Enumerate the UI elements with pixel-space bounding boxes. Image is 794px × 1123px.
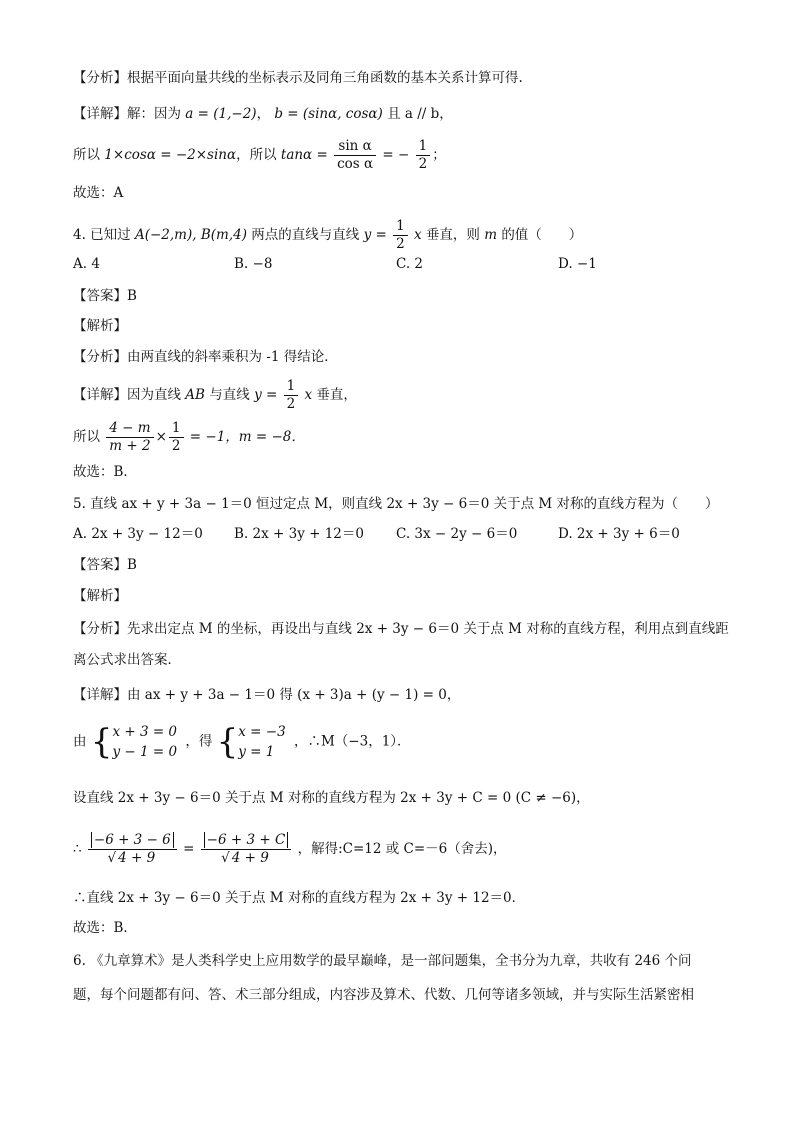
- q3-detail-line: 【详解】解：因为 a = (1,−2)， b = (sinα, cosα) 且 a // b，: [73, 106, 453, 122]
- q5-analysis-1: 【分析】先求出定点 M 的坐标，再设出与直线 2x + 3y − 6＝0 关于点 M 对称的直线方程，利用点到直线距: [73, 621, 729, 637]
- q6-line-1: 6. 《九章算术》是人类科学史上应用数学的最早巅峰，是一部问题集，全书分为九章，共收有 246 个问: [73, 953, 692, 969]
- q5-option-d: D. 2x + 3y + 6＝0: [558, 526, 680, 542]
- q4-detail-fraction: $\frac{1}{2}$: [284, 378, 299, 413]
- distance-fraction-2: $\frac{-6 + 3 + C}{√ 4 + 9}$: [201, 832, 292, 867]
- q4-half-fraction: $\frac{1}{2}$: [169, 420, 184, 455]
- q5-option-c: C. 3x − 2y − 6＝0: [396, 526, 518, 542]
- q4-answer: 【答案】B: [73, 288, 137, 304]
- q4-analysis: 【分析】由两直线的斜率乘积为 -1 得结论．: [73, 349, 338, 365]
- q5-conclusion: ∴直线 2x + 3y − 6＝0 关于点 M 对称的直线方程为 2x + 3y + 12＝0．: [73, 890, 526, 906]
- q5-choose: 故选：B．: [73, 920, 137, 936]
- q4-stem: 4. 已知过 A(−2,m), B(m,4) 两点的直线与直线 y = $\frac{1}{2}$ x 垂直，则 m 的值（ ）: [73, 218, 583, 252]
- slope-fraction: $\frac{4 - m}{m + 2}$: [106, 420, 153, 455]
- left-brace-icon: {: [90, 722, 113, 762]
- q4-option-c: C. 2: [396, 256, 424, 272]
- distance-fraction-1: $\frac{-6 + 3 - 6}{√ 4 + 9}$: [88, 832, 177, 867]
- q3-choose: 故选：A: [73, 185, 124, 201]
- q4-detail-line: 【详解】因为直线 AB 与直线 y = $\frac{1}{2}$ x 垂直，: [73, 378, 357, 412]
- q5-option-b: B. 2x + 3y + 12＝0: [234, 526, 364, 542]
- q4-jiexi: 【解析】: [73, 318, 127, 334]
- q5-option-a: A. 2x + 3y − 12＝0: [73, 526, 203, 542]
- q5-system-line: 由 { x + 3 = 0 y − 1 = 0 ，得 { x = −3 y = 1 ，∴M（−3，1）．: [73, 722, 411, 762]
- q5-analysis-2: 离公式求出答案．: [73, 652, 181, 668]
- equation-system-2: x = −3 y = 1: [238, 724, 286, 760]
- half-fraction: $\frac{1}{2}$: [416, 138, 431, 173]
- q4-option-a: A. 4: [73, 256, 100, 272]
- tan-fraction: $\frac{\text{sin α}}{\text{cos α}}$: [334, 138, 376, 173]
- left-brace-icon: {: [216, 722, 239, 762]
- q5-distance-line: ∴ $\frac{-6 + 3 - 6}{√ 4 + 9}$ = $\frac{-6 + 3 + C}{√ 4 + 9}$ ，解得:C=12 或 C=－6（舍去)，: [73, 832, 507, 866]
- q5-answer: 【答案】B: [73, 557, 137, 573]
- q5-jiexi: 【解析】: [73, 588, 127, 604]
- q5-detail-1: 【详解】由 ax + y + 3a − 1＝0 得 (x + 3)a + (y − 1) = 0，: [73, 687, 461, 703]
- q6-line-2: 题，每个问题都有问、答、术三部分组成，内容涉及算术、代数、几何等诸多领域，并与实际生活紧密相: [73, 987, 694, 1003]
- q4-compute-line: 所以 $\frac{4 - m}{m + 2}$ × $\frac{1}{2}$ = −1，m = −8．: [73, 420, 305, 454]
- q4-option-d: D. −1: [558, 256, 597, 272]
- q3-analysis: 【分析】根据平面向量共线的坐标表示及同角三角函数的基本关系计算可得.: [73, 70, 523, 86]
- q4-stem-fraction: $\frac{1}{2}$: [393, 218, 408, 253]
- q3-tan-line: 所以 1×cosα = −2×sinα，所以 tanα = $\frac{\text{sin α}}{\text{cos α}}$ = − $\frac{1}{2}$ ；: [73, 138, 446, 172]
- q5-set-line: 设直线 2x + 3y − 6＝0 关于点 M 对称的直线方程为 2x + 3y + C = 0 (C ≠ −6)，: [73, 790, 590, 806]
- q4-option-b: B. −8: [234, 256, 273, 272]
- vector-a: a = (1,−2): [185, 106, 257, 122]
- q5-stem: 5. 直线 ax + y + 3a − 1＝0 恒过定点 M，则直线 2x + 3y − 6＝0 关于点 M 对称的直线方程为（ ）: [73, 496, 719, 512]
- q4-choose: 故选：B．: [73, 464, 137, 480]
- vector-b: b = (sinα, cosα): [274, 106, 383, 122]
- equation-system-1: x + 3 = 0 y − 1 = 0: [112, 724, 178, 760]
